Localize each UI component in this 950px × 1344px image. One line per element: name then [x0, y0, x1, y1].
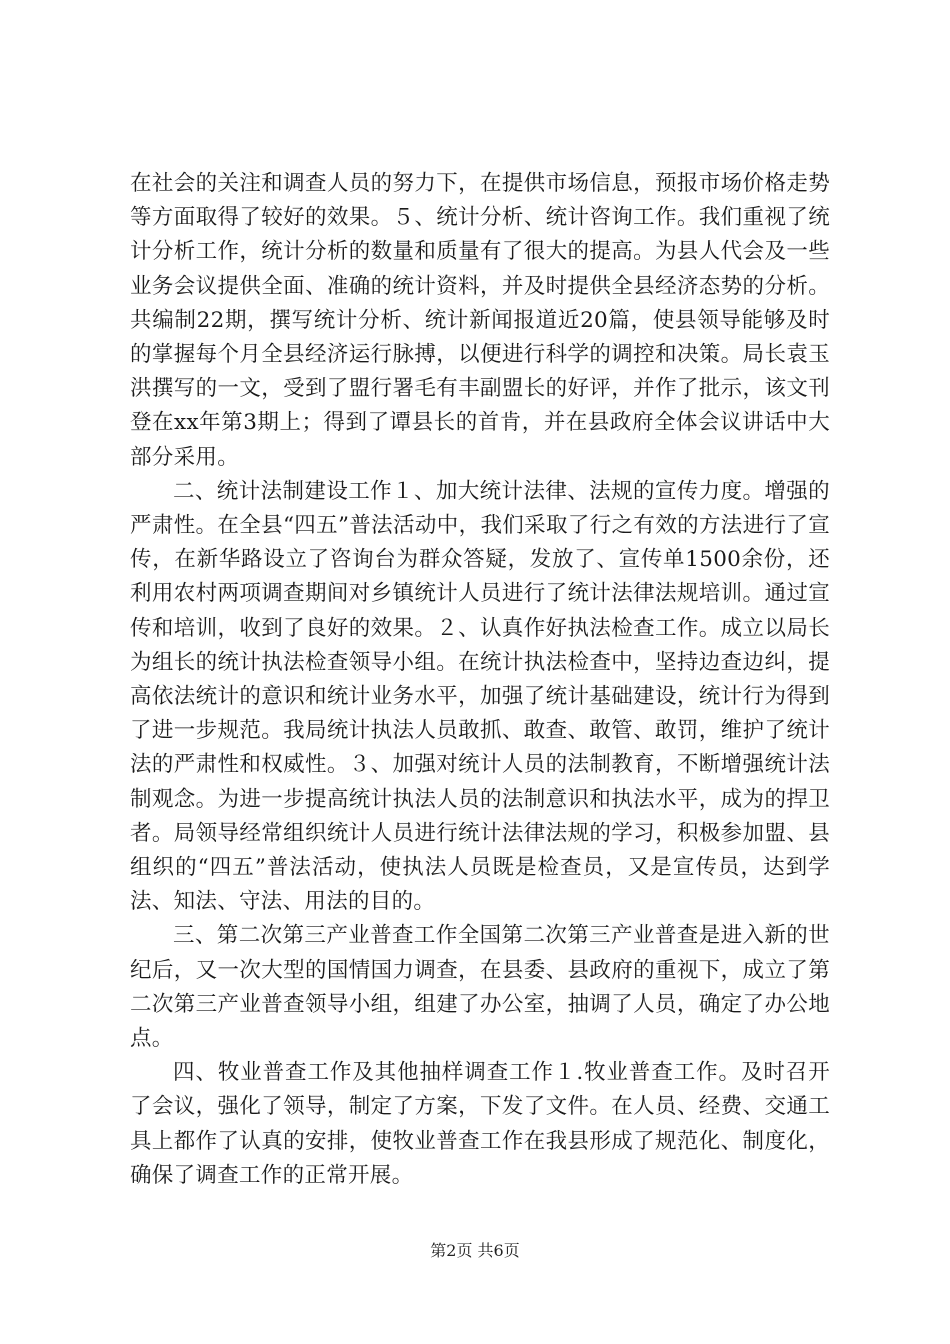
page-footer: 第2页 共6页	[430, 1241, 520, 1260]
document-body	[130, 167, 830, 1193]
paragraph-1: 在社会的关注和调查人员的努力下，在提供市场信息，预报市场价格走势等方面取得了较好的效果。５、统计分析、统计咨询工作。我们重视了统计分析工作，统计分析的数量和质量有了很大的提高。为县人代会及一些业务会议提供全面、准确的统计资料，并及时提供全县经济态势的分析。共编制22期，撰写统计分析、统计新闻报道近20篇，使县领导能够及时的掌握每个月全县经济运行脉搏，以便进行科学的调控和决策。局长袁玉洪撰写的一文，受到了盟行署毛有丰副盟长的好评，并作了批示，该文刊登在xx年第3期上；得到了谭县长的首肯，并在县政府全体会议讲话中大部分采用。	[130, 171, 830, 470]
paragraph-4: 四、牧业普查工作及其他抽样调查工作１.牧业普查工作。及时召开了会议，强化了领导，制定了方案，下发了文件。在人员、经费、交通工具上都作了认真的安排，使牧业普查工作在我县形成了规范化、制度化，确保了调查工作的正常开展。	[130, 1060, 830, 1188]
paragraph-2: 二、统计法制建设工作１、加大统计法律、法规的宣传力度。增强的严肃性。在全县“四五”普法活动中，我们采取了行之有效的方法进行了宣传，在新华路设立了咨询台为群众答疑，发放了、宣传单1500余份，还利用农村两项调查期间对乡镇统计人员进行了统计法律法规培训。通过宣传和培训，收到了良好的效果。２、认真作好执法检查工作。成立以局长为组长的统计执法检查领导小组。在统计执法检查中，坚持边查边纠，提高依法统计的意识和统计业务水平，加强了统计基础建设，统计行为得到了进一步规范。我局统计执法人员敢抓、敢查、敢管、敢罚，维护了统计法的严肃性和权威性。３、加强对统计人员的法制教育，不断增强统计法制观念。为进一步提高统计执法人员的法制意识和执法水平，成为的捍卫者。局领导经常组织统计人员进行统计法律法规的学习，积极参加盟、县组织的“四五”普法活动，使执法人员既是检查员，又是宣传员，达到学法、知法、守法、用法的目的。	[130, 478, 830, 915]
paragraph-3: 三、第二次第三产业普查工作全国第二次第三产业普查是进入新的世纪后，又一次大型的国情国力调查，在县委、县政府的重视下，成立了第二次第三产业普查领导小组，组建了办公室，抽调了人员，确定了办公地点。	[130, 923, 830, 1052]
